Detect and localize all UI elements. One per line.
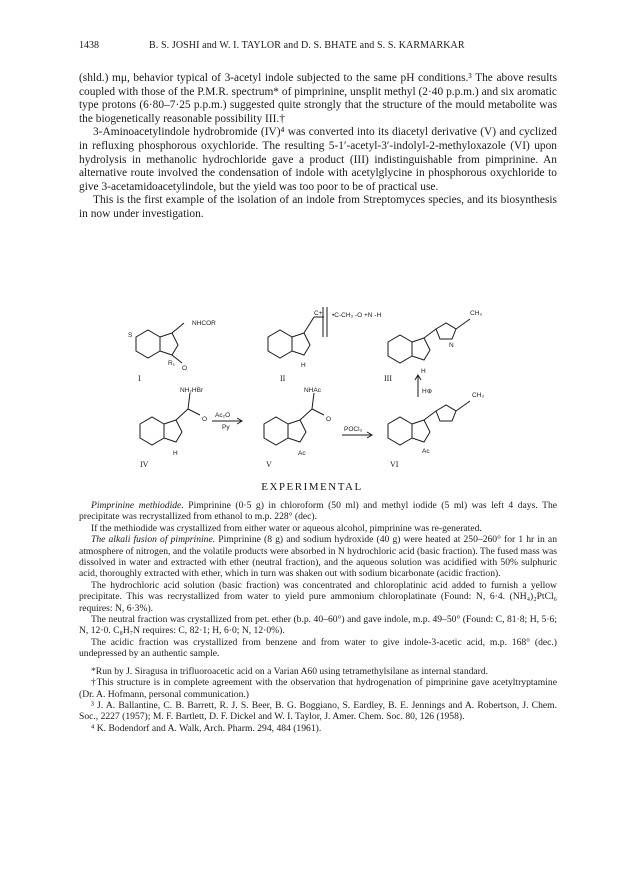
label-compound-ii: II (280, 374, 286, 383)
footnote-star: *Run by J. Siragusa in trifluoroacetic acid on a Varian A60 using tetramethylsilane as internal standard. (91, 665, 489, 677)
label-compound-i: I (138, 374, 141, 383)
label-compound-v: V (266, 460, 272, 469)
footnote-dagger: †This structure is in complete agreement with the observation that hydrogenation of pimprinine gave acetyltryptamine (Dr. A. Hofmann, personal communication.) (79, 677, 557, 700)
label-nhac: NHAc (304, 387, 321, 394)
label-nhcor: NHCOR (192, 320, 216, 327)
experimental-section (79, 500, 557, 734)
experimental-paragraph: Pimprinine methiodide. Pimprinine (0·5 g) in chloroform (50 ml) and methyl iodide (5 ml) was left 4 days. The precipitate was recrystallized from ethanol to m.p. 228° (dec). (79, 500, 557, 523)
experimental-paragraph: The neutral fraction was crystallized from pet. ether (b.p. 40–60°) and gave indole, m.p. 49–50° (Found: C, 81·8; H, 5·6; N, 12·0. C₈H₇N requires: C, 82·1; H, 6·0; N, 12·0%). (79, 614, 557, 637)
structure-iv (140, 393, 200, 445)
label-ac2o: Ac₂O (215, 412, 231, 419)
label-h-ii: H (301, 362, 306, 369)
paragraph-3: This is the first example of the isolation of an indole from Streptomyces species, and its biosynthesis in now under investigation. (79, 194, 557, 220)
experimental-heading: EXPERIMENTAL (261, 481, 363, 493)
label-ac-v: Ac (298, 450, 306, 457)
label-reagents: •C-CH₃ -O +N -H (332, 312, 382, 319)
reaction-scheme (118, 297, 508, 477)
label-compound-iv: IV (140, 460, 149, 469)
footnote-ref-3: ³ J. A. Ballantine, C. B. Barrett, R. J. S. Beer, B. G. Boggiano, S. Eardley, B. E. Jennings and A. Robertson, J. Chem. Soc., 2227 (1957); M. F. Bartlett, D. F. Dickel and W. I. Taylor, J. Amer. Chem. Soc. 80, 126 (1958). (79, 699, 557, 723)
label-compound-vi: VI (390, 460, 399, 469)
label-s: S (128, 332, 133, 339)
experimental-paragraph: The alkali fusion of pimprinine. Pimprinine (8 g) and sodium hydroxide (40 g) were heated at 250–260° for 1 hr in an atmosphere of nitrogen, and the volatile products were absorbed in N hydrochloric acid (basic fraction). The fused mass was dissolved in water and extracted with ether (neutral fraction), and the aqueous solution was acidified with 50% sulphuric acid, thoroughly extracted with ether, which in turn was shaken out with sodium bicarbonate (acidic fraction). (79, 534, 557, 580)
label-o-i: O (182, 365, 188, 372)
experimental-paragraph: If the methiodide was crystallized from either water or aqueous alcohol, pimprinine was re-generated. (91, 522, 482, 534)
label-o-iv: O (202, 416, 208, 423)
experimental-paragraph: The hydrochloric acid solution (basic fraction) was concentrated and chloroplatinic acid added to furnish a yellow precipitate. This was recrystallized from water to yield pure ammonium chloroplatinate (Found: N, 6·4. (NH₄)₂PtCl₆ requires: N, 6·3%). (79, 579, 557, 614)
label-pocl3: POCl₃ (344, 426, 363, 433)
label-n-iii: N (449, 342, 454, 349)
label-c-plus: C+ (314, 310, 323, 317)
label-r1: R₁ (168, 360, 175, 367)
label-h-iii: H (421, 368, 426, 375)
paragraph-2: 3-Aminoacetylindole hydrobromide (IV)⁴ was converted into its diacetyl derivative (V) and cyclized in refluxing phosphorous oxychloride. The resulting 5-1′-acetyl-3′-indolyl-2-methyloxazole (VI) upon hydrolysis in methanolic hydrochloride gave a product (III) indistinguishable from pimprinine. An alternative route involved the condensation of indole with acetylglycine in phosphorous oxychloride to give 3-acetamidoacetylindole, but the yield was too poor to be of practical use. (79, 126, 557, 193)
structure-v (264, 393, 324, 445)
experimental-paragraph: The acidic fraction was crystallized from benzene and from water to give indole-3-acetic acid, m.p. 168° (dec.) undepressed by an authentic sample. (79, 636, 557, 660)
label-py: Py (222, 424, 230, 431)
structure-i (136, 323, 184, 363)
label-nh2hbr: NH₂HBr (180, 387, 204, 394)
structure-iii (388, 319, 470, 363)
label-ac-vi: Ac (422, 448, 430, 455)
header-authors: B. S. JOSHI and W. I. TAYLOR and D. S. BHATE and S. S. KARMARKAR (149, 40, 465, 51)
label-o-v: O (326, 416, 332, 423)
body-text (79, 72, 557, 222)
page-number: 1438 (79, 40, 99, 51)
label-ch3-vi: CH₃ (472, 392, 485, 399)
label-ch3-iii: CH₃ (470, 310, 483, 317)
label-compound-iii: III (384, 374, 392, 383)
label-hplus: H⊕ (422, 388, 433, 395)
paragraph-1: (shld.) mμ, behavior typical of 3-acetyl indole subjected to the same pH conditions.³ The above results coupled with those of the P.M.R. spectrum* of pimprinine, unsplit methyl (2·40 p.p.m.) and six aromatic type protons (6·80–7·25 p.p.m.) suggested quite strongly that the structure of the mould metabolite was the biogenetically reasonable possibility III.† (79, 72, 557, 125)
footnote-ref-4: ⁴ K. Bodendorf and A. Walk, Arch. Pharm. 294, 484 (1961). (91, 722, 322, 734)
label-h-iv: H (173, 450, 178, 457)
structure-vi (388, 401, 470, 445)
